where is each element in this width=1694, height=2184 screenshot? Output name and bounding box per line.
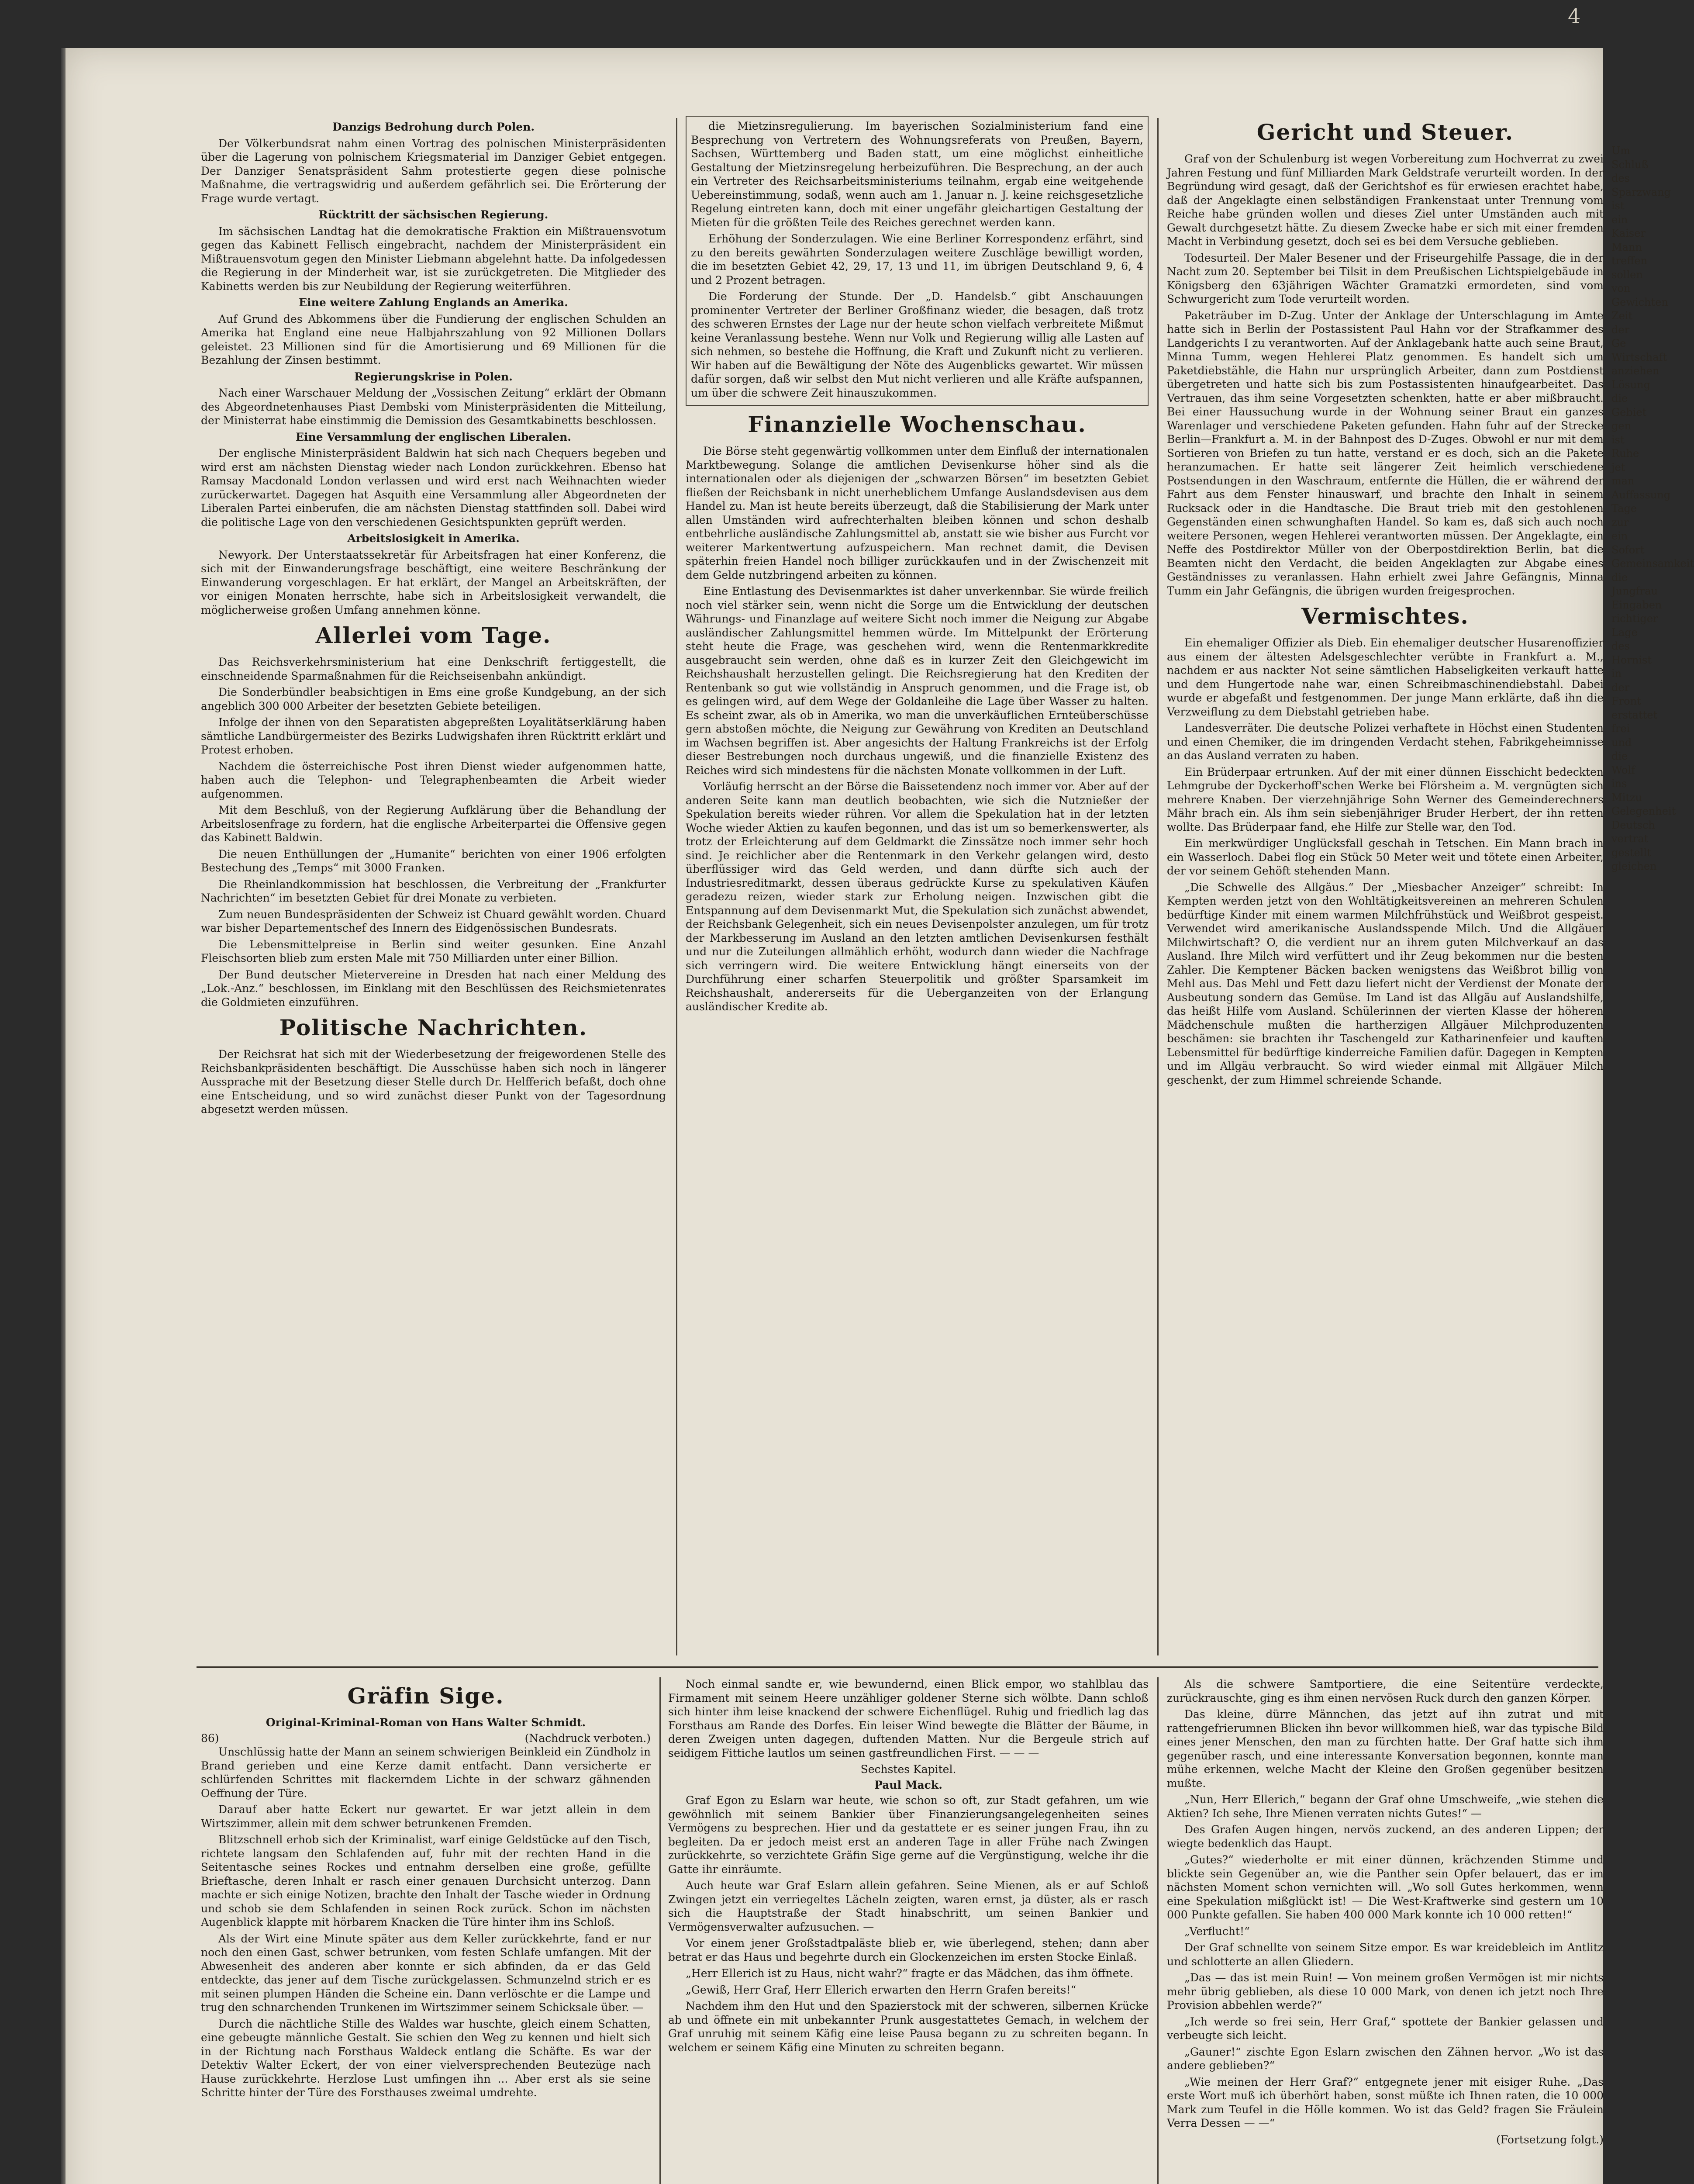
article-text: Das Reichsverkehrsministerium hat eine Denkschrift fertiggestellt, die einschneidende Sparmaßnahmen für die Reichseisenbahn ankündigt. <box>201 656 666 682</box>
section-heading: Politische Nachrichten. <box>279 1015 588 1040</box>
serial-text: „Gewiß, Herr Graf, Herr Ellerich erwarten den Herrn Grafen bereits!“ <box>686 1983 1076 1996</box>
serial-text: „Gutes?“ wiederholte er mit einer dünnen, krächzenden Stimme und blickte sein Gegenüber an, wie die Panther sein Opfer belauert, das er im nächsten Moment schon vernichten will. „Wo soll Gutes herkommen, wenn eine Spekulation mißglückt ist! — Die West-Kraftwerke sind gestern um 10 000 Punkte gefallen. Sie haben 400 000 Mark konnte ich 10 000 retten!“ <box>1167 1853 1604 1921</box>
serial-text: Auch heute war Graf Eslarn allein gefahren. Seine Mienen, als er auf Schloß Zwingen jetzt ein verriegeltes Lächeln zeigten, waren ernst, ja düster, als er rasch sich die Hauptstraße der Stadt hinabschritt, um seinen Bankier und Vermögensverwalter aufzusuchen. — <box>668 1879 1149 1933</box>
article-text: Infolge der ihnen von den Separatisten abgepreßten Loyalitätserklärung haben sämtliche Landbürgermeister des Bezirks Ludwigshafen ihren Rücktritt erklärt und Protest erhoben. <box>201 716 666 756</box>
column-rule-2 <box>1157 118 1159 1655</box>
serial-text: „Ich werde so frei sein, Herr Graf,“ spottete der Bankier gelassen und verbeugte sich leicht. <box>1167 2015 1604 2042</box>
serial-subtitle: Original-Kriminal-Roman von Hans Walter Schmidt. <box>266 1716 586 1729</box>
article-text: Eine Entlastung des Devisenmarktes ist daher unverkennbar. Sie würde freilich noch viel stärker sein, wenn nicht die Sorge um die Entwicklung der deutschen Währungs- und Finanzlage auf weitere Sicht noch immer die Neigung zur Abgabe ausländischer Zahlungsmittel hemmen würde. Im Mittelpunkt der Erörterung steht heute die Frage, was geschehen wird, wenn die Rentenmarkkredite ausgebraucht sein werden, ohne daß es in kurzer Zeit den Gleichgewicht im Reichshaushalt herzustellen gelingt. Die Reichsregierung hat den Krediten der Rentenbank so gut wie vollständig in Anspruch genommen, und die Frage ist, ob es gelingen wird, auf dem Wege der Goldanleihe die Lage über Wasser zu halten. Es scheint zwar, als ob in Amerika, wo man die unverkäuflichen Ernteüberschüsse gern abstoßen möchte, die Neigung zur Gewährung von Krediten an Deutschland im Wachsen begriffen ist. Aber angesichts der Haltung Frankreichs ist der Erfolg dieser Bestrebungen noch durchaus ungewiß, und die finanzielle Existenz des Reiches wird sich mindestens für die nächsten Monate vollkommen in der Luft. <box>686 585 1149 777</box>
article-text: Ein Brüderpaar ertrunken. Auf der mit einer dünnen Eisschicht bedeckten Lehmgrube der Dyckerhoff'schen Werke bei Flörsheim a. M. vergnügten sich mehrere Knaben. Der vierzehnjährige Sohn Werner des Gemeinderechners Mähr brach ein. Als ihm sein siebenjähriger Bruder Herbert, der ihn retten wollte. Das Brüderpaar fand, ehe Hilfe zur Stelle war, den Tod. <box>1167 765 1604 833</box>
article-text: Newyork. Der Unterstaatssekretär für Arbeitsfragen hat einer Konferenz, die sich mit der Einwanderungsfrage beschäftigt, eine weitere Beschränkung der Einwanderung vorgeschlagen. Er hat erklärt, der Mangel an Arbeitskräften, der vor einigen Monaten herrschte, habe sich in Arbeitslosigkeit verwandelt, die möglicherweise großen Umfang annehmen könne. <box>201 548 666 616</box>
serial-text: Durch die nächtliche Stille des Waldes war huschte, gleich einem Schatten, eine gebeugte männliche Gestalt. Sie schien den Weg zu kennen und hielt sich in der Richtung nach Forsthaus Waldeck entlang die Schäfte. Es war der Detektiv Walter Eckert, der von einer vielversprechenden Beutezüge nach Hause zurückkehrte. Herzlose Lust umfingen ihn ... Aber erst als sie seine Schritte hinter der Türe des Forsthauses zweimal umdrehte. <box>201 2017 651 2099</box>
article-text: Die Forderung der Stunde. Der „D. Handelsb.“ gibt Anschauungen prominenter Vertreter der Berliner Großfinanz wieder, die besagen, daß trotz des schweren Ernstes der Lage nur der heute schon vielfach verbreitete Mißmut keine Veranlassung bestehe. Wenn nur Volk und Regierung willig alle Lasten auf sich nehmen, so bestehe die Hoffnung, die Kraft und Zukunft nicht zu verlieren. Wir haben auf die Bewältigung der Nöte des Augenblicks gewartet. Wir müssen dafür sorgen, daß wir selbst den Mut nicht verlieren und alle Kräfte aufspannen, um über die schwere Zeit hinauszukommen. <box>691 290 1143 399</box>
article-text: Ein merkwürdiger Unglücksfall geschah in Tetschen. Ein Mann brach in ein Wasserloch. Dabei flog ein Stück 50 Meter weit und tötete einen Arbeiter, der vor seinem Gehöft stehenden Mann. <box>1167 837 1604 877</box>
serial-text: „Gauner!“ zischte Egon Eslarn zwischen den Zähnen hervor. „Wo ist das andere geblieben?“ <box>1167 2045 1604 2072</box>
serial-number: 86) <box>201 1731 219 1745</box>
headline: Eine Versammlung der englischen Liberalen. <box>296 430 571 443</box>
article-text: „Die Schwelle des Allgäus.“ Der „Miesbacher Anzeiger“ schreibt: In Kempten werden jetzt von den Wohltätigkeitsvereinen an mehreren Schulen bedürftige Kinder mit einem warmen Milchfrühstück und Weißbrot gespeist. Verwendet wird amerikanische Auslandsspende Milch. Und die Allgäuer Milchwirtschaft? O, die verdient nur an ihrem guten Milchverkauf an das Ausland. Ihre Milch wird verfüttert und ihr Zeug bekommen nur die besten Zahler. Die Kemptener Bäcken backen wenigstens das Weißbrot billig von Mehl aus. Das Mehl und Fett dazu liefert nicht der Verdienst der Monate der Ausbeutung sondern das Gemüse. Im Land ist das Allgäu auf Auslandshilfe, das heißt Hilfe vom Ausland. Schülerinnen der vierten Klasse der höheren Mädchenschule mußten die hartherzigen Allgäuer Milchproduzenten beschämen: sie brachten ihr Taschengeld zur Katharinenfeier und kauften Lebensmittel für bedürftige kinderreiche Familien dafür. Dagegen in Kempten und im Allgäu verbraucht. So wird wieder einmal mit Allgäuer Milch geschenkt, der zum Himmel schreiende Schande. <box>1167 881 1604 1086</box>
article-text: die Mietzinsregulierung. Im bayerischen Sozialministerium fand eine Besprechung von Vertretern des Wohnungsreferats von Preußen, Bayern, Sachsen, Württemberg und Baden statt, um eine möglichst einheitliche Gestaltung der Mietzinsregelung herbeizuführen. Die Besprechung, an der auch ein Vertreter des Reichsarbeitsministeriums teilnahm, ergab eine weitgehende Uebereinstimmung, sodaß, wenn auch am 1. Januar n. J. keine reichsgesetzliche Regelung eintreten kann, doch mit einer ungefähr gleichartigen Gestaltung der Mieten für die größten Teile des Reiches gerechnet werden kann. <box>691 120 1143 229</box>
article-text: Paketräuber im D-Zug. Unter der Anklage der Unterschlagung im Amte hatte sich in Berlin der Postassistent Paul Hahn vor der Strafkammer des Landgerichts I zu verantworten. Auf der Anklagebank hatte auch seine Braut, Minna Tumm, wegen Hehlerei Platz genommen. Es handelt sich um Paketdiebstähle, die Hahn nur ursprünglich Arbeiter, dann zum Postdienst übergetreten und hatte sich bis zum Postassistenten hinaufgearbeitet. Das Vertrauen, das ihm seine Vorgesetzten schenkten, hatte er aber mißbraucht. Bei einer Haussuchung wurde in der Wohnung seiner Braut ein ganzes Warenlager und verschiedene Paketen gefunden. Hahn fuhr auf der Strecke Berlin—Frankfurt a. M. in der Bahnpost des D-Zuges. Obwohl er nur mit dem Sortieren von Briefen zu tun hatte, verstand er es doch, sich an die Pakete heranzumachen. Er hatte seit längerer Zeit heimlich verschiedene Postsendungen in den Waschraum, entfernte die Hüllen, die er während der Fahrt aus dem Fenster hinauswarf, und brachte den Inhalt in seinem Rucksack oder in die Handtasche. Die Braut trieb mit den gestohlenen Gegenständen einen schwunghaften Handel. So kam es, daß sich auch noch weitere Personen, wegen Hehlerei verantworten müssen. Der Angeklagte, ein Neffe des Postdirektor Müller von der Oberpostdirektion Berlin, bat die Beamten nicht den Verdacht, die beiden Angeklagten zur Abgabe eines Geständnisses zu veranlassen. Hahn erhielt zwei Jahre Gefängnis, Minna Tumm ein Jahr Gefängnis, die übrigen wurden freigesprochen. <box>1167 309 1604 597</box>
article-text: Der Völkerbundsrat nahm einen Vortrag des polnischen Ministerpräsidenten über die Lagerung von polnischem Kriegsmaterial im Danziger Gebiet entgegen. Der Danziger Senatspräsident Sahm protestierte gegen diese polnische Maßnahme, die vertragswidrig und außerdem gefährlich sei. Die Erörterung der Frage wurde vertagt. <box>201 137 666 205</box>
serial-text: „Verflucht!“ <box>1184 1925 1250 1938</box>
serial-column-3 <box>1167 1677 1604 2184</box>
page-number: 4 <box>1568 4 1581 28</box>
column-1 <box>201 120 666 1658</box>
article-text: Die Rheinlandkommission hat beschlossen, die Verbreitung der „Frankfurter Nachrichten“ im besetzten Gebiet für drei Monate zu verbieten. <box>201 878 666 904</box>
headline: Arbeitslosigkeit in Amerika. <box>347 532 520 545</box>
column-2 <box>686 116 1149 1658</box>
serial-text: „Herr Ellerich ist zu Haus, nicht wahr?“ fragte er das Mädchen, das ihm öffnete. <box>686 1967 1134 1980</box>
adjacent-page-fragment: Um Schluß des Sparzwang ist ein Kaiser Mann treffen sollen von Gewichten Zeit der Ge Wirtschaft anziehen Lösung die Gebiet gen ist Ruhe jet man Auffassung Tage zur ein Sofort Gemeinsamkeit die Jungfrau Eingaben richtiger Lage des Hornist in der Front erstattet frei und die Wolf ins Mitzu Gelegenheit Deutsch vertrat gestellt gleichen <box>1611 145 1694 872</box>
article-text: Nachdem die österreichische Post ihren Dienst wieder aufgenommen hatte, haben auch die Telephon- und Telegraphenbeamten die Arbeit wieder aufgenommen. <box>201 760 666 800</box>
serial-text: Nachdem ihm den Hut und den Spazierstock mit der schweren, silbernen Krücke ab und öffnete ein mit unbekannter Prunk ausgestattetes Gemach, in welchem der Graf unruhig mit seinem Käfig eine leise Pausa begann zu zu schreiten begann. In welchem er seinem Käfig eine Minuten zu schreiten begann. <box>668 2000 1149 2054</box>
serial-text: Der Graf schnellte von seinem Sitze empor. Es war kreidebleich im Antlitz und schlotterte an allen Gliedern. <box>1167 1941 1604 1968</box>
serial-column-2 <box>668 1677 1149 2184</box>
section-heading: Allerlei vom Tage. <box>315 622 552 648</box>
serial-text: Als die schwere Samtportiere, die eine Seitentüre verdeckte, zurückrauschte, ging es ihm einen nervösen Ruck durch den ganzen Körper. <box>1167 1678 1604 1704</box>
column-3 <box>1167 114 1604 1658</box>
serial-text: Des Grafen Augen hingen, nervös zuckend, an des anderen Lippen; der wiegte bedenklich das Haupt. <box>1167 1823 1604 1850</box>
column-rule-3 <box>659 1677 661 2184</box>
section-heading: Finanzielle Wochenschau. <box>748 411 1087 437</box>
article-text: Erhöhung der Sonderzulagen. Wie eine Berliner Korrespondenz erfährt, sind zu den bereits gewährten Sonderzulagen weitere Zuschläge bewilligt worden, die im besetzten Gebiet 42, 29, 17, 13 und 11, im übrigen Deutschland 9, 6, 4 und 2 Prozent betragen. <box>691 232 1143 287</box>
article-text: Nach einer Warschauer Meldung der „Vossischen Zeitung“ erklärt der Obmann des Abgeordnetenhauses Piast Dembski vom Ministerpräsidenten die Mitteilung, der Ministerrat habe einstimmig die Demission des Gesamtkabinetts beschlossen. <box>201 387 666 427</box>
headline: Rücktritt der sächsischen Regierung. <box>318 208 549 221</box>
headline: Danzigs Bedrohung durch Polen. <box>332 121 535 133</box>
serial-text: Graf Egon zu Eslarn war heute, wie schon so oft, zur Stadt gefahren, um wie gewöhnlich mit seinem Bankier über Finanzierungsangelegenheiten seines Vermögens zu besprechen. Hier und da gestattete er es seiner jungen Frau, ihn zu begleiten. Da er jedoch meist erst an anderen Tage in aller Frühe nach Zwingen zurückkehrte, so verzichtete Gräfin Sige gerne auf die Vergünstigung, welche ihr die Gatte ihr einräumte. <box>668 1794 1149 1876</box>
article-text: Graf von der Schulenburg ist wegen Vorbereitung zum Hochverrat zu zwei Jahren Festung und fünf Milliarden Mark Geldstrafe verurteilt worden. In der Begründung wird gesagt, daß der Gerichtshof es für erwiesen erachtet habe, daß der Angeklagte einen selbständigen Frankenstaat unter Trennung vom Reiche habe gründen wollen und dieses Ziel unter Umständen auch mit Gewalt durchgesetzt hätte. Zu diesem Zwecke habe er sich mit einer fremden Macht in Verbindung gesetzt, doch sei es bei dem Versuche geblieben. <box>1167 152 1604 248</box>
serial-text: Darauf aber hatte Eckert nur gewartet. Er war jetzt allein in dem Wirtszimmer, allein mit dem schwer betrunkenen Fremden. <box>201 1803 651 1830</box>
serial-title: Gräfin Sige. <box>347 1683 504 1709</box>
article-text: Die neuen Enthüllungen der „Humanite“ berichten von einer 1906 erfolgten Bestechung des „Temps“ mit 3000 Franken. <box>201 847 666 874</box>
article-text: Auf Grund des Abkommens über die Fundierung der englischen Schulden an Amerika hat England eine neue Halbjahrszahlung von 92 Millionen Dollars geleistet. 23 Millionen sind für die Amortisierung und 69 Millionen für die Bezahlung der Zinsen bestimmt. <box>201 312 666 366</box>
headline: Regierungskrise in Polen. <box>354 370 513 383</box>
serial-text: Blitzschnell erhob sich der Kriminalist, warf einige Geldstücke auf den Tisch, richtete langsam den Schlafenden auf, fuhr mit der rechten Hand in die Seitentasche seines Rockes und entnahm derselben eine große, gefüllte Brieftasche, deren Inhalt er rasch einer genauen Durchsicht unterzog. Dann machte er sich einige Notizen, brachte den Inhalt der Tasche wieder in Ordnung und schob sie dem Schlafenden in seinen Rock zurück. Schon im nächsten Augenblick klappte mit hörbarem Knacken die Türe hinter ihm ins Schloß. <box>201 1833 651 1928</box>
article-text: Die Börse steht gegenwärtig vollkommen unter dem Einfluß der internationalen Marktbewegung. Solange die amtlichen Devisenkurse höher sind als die internationalen oder als diejenigen der „schwarzen Börsen“ im besetzten Gebiet fließen der Reichsbank in nicht unerheblichem Umfange Auslandsdevisen aus dem Handel zu. Man ist heute bereits überzeugt, daß die Stabilisierung der Mark unter allen Umständen wird aufrechterhalten bleiben können und schon deshalb entbehrliche ausländische Zahlungsmittel ab, anstatt sie wie bisher aus Furcht vor weiterer Markentwertung aufzuspeichern. Man rechnet damit, die Devisen späterhin freien Handel noch billiger zurückkaufen und in der Zwischenzeit mit dem Gelde nutzbringend arbeiten zu können. <box>686 445 1149 581</box>
serial-text: Das kleine, dürre Männchen, das jetzt auf ihn zutrat und mit rattengefrierumnen Blicken ihn bevor willkommen hieß, war das typische Bild eines jener Menschen, den man zu fürchten hatte. Der Graf hatte sich ihm gegenüber rasch, und eine interessante Konversation begonnen, konnte man mühe erkennen, welche Macht der Kleine den Großen gegenüber besitzen mußte. <box>1167 1708 1604 1790</box>
article-text: Todesurteil. Der Maler Besener und der Friseurgehilfe Passage, die in der Nacht zum 20. September bei Tilsit in dem Preußischen Lichtspielgebäude in Königsberg den 63jährigen Wächter Gramatzki ermordeten, sind vom Schwurgericht zum Tode verurteilt worden. <box>1167 251 1604 305</box>
article-text: Die Lebensmittelpreise in Berlin sind weiter gesunken. Eine Anzahl Fleischsorten blieb zum ersten Male mit 750 Milliarden unter einer Billion. <box>201 938 666 964</box>
serial-text: „Das — das ist mein Ruin! — Von meinem großen Vermögen ist mir nichts mehr übrig geblieben, als diese 10 000 Mark, von denen ich jetzt noch Ihre Provision abbehlen werde?“ <box>1167 1971 1604 2011</box>
serial-text: Vor einem jener Großstadtpaläste blieb er, wie überlegend, stehen; dann aber betrat er das Haus und begehrte durch ein Glockenzeichen im ersten Stocke Einlaß. <box>668 1937 1149 1963</box>
serial-text: „Wie meinen der Herr Graf?“ entgegnete jener mit eisiger Ruhe. „Das erste Wort muß ich überhört haben, sonst müßte ich Ihnen raten, die 10 000 Mark zum Teufel in die Hölle kommen. Wo ist das Geld? fragen Sie Fräulein Verra Dessen — —“ <box>1167 2075 1604 2129</box>
article-text: Der englische Ministerpräsident Baldwin hat sich nach Chequers begeben und wird erst am nächsten Dienstag wieder nach London zurückkehren. Ebenso hat Ramsay Macdonald London verlassen und wird erst nach Weihnachten wieder zurückerwartet. Dagegen hat Asquith eine Versammlung aller Abgeordneten der Liberalen Partei einberufen, die am nächsten Dienstag stattfinden soll. Dabei wird die politische Lage von den verschiedenen Gesichtspunkten geprüft werden. <box>201 447 666 529</box>
serial-text: „Nun, Herr Ellerich,“ begann der Graf ohne Umschweife, „wie stehen die Aktien? Ich sehe, Ihre Mienen verraten nichts Gutes!“ — <box>1167 1793 1604 1820</box>
article-text: Im sächsischen Landtag hat die demokratische Fraktion ein Mißtrauensvotum gegen das Kabinett Fellisch eingebracht, nachdem der Ministerpräsident ein Mißtrauensvotum gegen den Minister Liebmann abgelehnt hatte. Da infolgedessen die Regierung in der Minderheit war, ist sie zurückgetreten. Die Mitglieder des Kabinetts werden bis zur Neubildung der Regierung weiterführen. <box>201 225 666 293</box>
headline: Eine weitere Zahlung Englands an Amerika. <box>299 296 568 309</box>
column-rule-1 <box>676 118 677 1655</box>
section-heading: Vermischtes. <box>1301 603 1469 629</box>
serial-text: Noch einmal sandte er, wie bewundernd, einen Blick empor, wo stahlblau das Firmament mit seinem Heere unzähliger goldener Sterne sich wölbte. Dann schloß sich hinter ihm leise knackend der schwere Eichenflügel. Ruhig und friedlich lag das Forsthaus am Rande des Dorfes. Ein leiser Wind bewegte die Blätter der Bäume, in deren Zweigen unten dagegen, duftenden Matten. Nur die Bergeule strich auf seidigem Fittiche lautlos um seinen gastfreundlichen First. — — — <box>668 1678 1149 1759</box>
article-text: Landesverräter. Die deutsche Polizei verhaftete in Höchst einen Studenten und einen Chemiker, die im dringenden Verdacht stehen, Fabrikgeheimnisse an das Ausland verraten zu haben. <box>1167 722 1604 762</box>
chapter-title: Paul Mack. <box>874 1778 942 1791</box>
serial-meta <box>201 1731 651 1745</box>
column-rule-4 <box>1157 1677 1159 2184</box>
section-heading: Gericht und Steuer. <box>1256 119 1514 145</box>
serial-column-1 <box>201 1677 651 2184</box>
feuilleton-rule <box>197 1666 1598 1668</box>
article-text: Ein ehemaliger Offizier als Dieb. Ein ehemaliger deutscher Husarenoffizier aus einem der ältesten Adelsgeschlechter verübte in Frankfurt a. M., nachdem er aus nackter Not seine sämtlichen Habseligkeiten verkauft hatte und dem Hungertode nahe war, einen Schreibmaschinendiebstahl. Dabei wurde er abgefaßt und festgenommen. Der junge Mann erklärte, daß ihn die Verzweiflung zu dem Diebstahl getrieben habe. <box>1167 636 1604 718</box>
article-text: Mit dem Beschluß, von der Regierung Aufklärung über die Behandlung der Arbeitslosenfrage zu fordern, hat die englische Arbeiterpartei die Offensive gegen das Kabinett Baldwin. <box>201 804 666 844</box>
serial-text: Als der Wirt eine Minute später aus dem Keller zurückkehrte, fand er nur noch den einen Gast, schwer betrunken, vom festen Schlafe umfangen. Mit der Abwesenheit des anderen aber konnte er sich abfinden, da er das Geld entdeckte, das jener auf dem Tische zurückgelassen. Schmunzelnd strich er es mit seinen plumpen Händen die Scheine ein. Dann verlöschte er die Lampe und trug den schnarchenden Trunkenen im Wirtszimmer seinem Schicksale über. — <box>201 1932 651 2014</box>
boxed-notices <box>686 116 1149 406</box>
serial-text: Unschlüssig hatte der Mann an seinem schwierigen Beinkleid ein Zündholz in Brand gerieben und eine Kerze damit entfacht. Dann versicherte er schlürfenden Schrittes mit flackerndem Lichte in der schwarz gähnenden Oeffnung der Türe. <box>201 1745 651 1800</box>
article-text: Die Sonderbündler beabsichtigen in Ems eine große Kundgebung, an der sich angeblich 300 000 Arbeiter der besetzten Gebiete beteiligen. <box>201 686 666 712</box>
article-text: Zum neuen Bundespräsidenten der Schweiz ist Chuard gewählt worden. Chuard war bisher Departementschef des Innern des Eidgenössischen Bundesrats. <box>201 908 666 934</box>
article-text: Der Reichsrat hat sich mit der Wiederbesetzung der freigewordenen Stelle des Reichsbankpräsidenten beschäftigt. Die Ausschüsse haben sich noch in längerer Aussprache mit der Besetzung dieser Stelle durch Dr. Helfferich befaßt, doch ohne eine Entscheidung, und so wird zunächst dieser Punkt von der Tagesordnung abgesetzt werden müssen. <box>201 1048 666 1116</box>
article-text: Der Bund deutscher Mietervereine in Dresden hat nach einer Meldung des „Lok.-Anz.“ beschlossen, im Einklang mit den Beschlüssen des Reichsmietenrates die Goldmieten einzuführen. <box>201 968 666 1009</box>
article-text: Vorläufig herrscht an der Börse die Baissetendenz noch immer vor. Aber auf der anderen Seite kann man deutlich beobachten, wie sich die Nutznießer der Spekulation bereits wieder rühren. Vor allem die Spekulation hat in der letzten Woche wieder Aktien zu kaufen begonnen, und das ist um so bemerkenswerter, als trotz der Erleichterung auf dem Geldmarkt die Zinssätze noch immer sehr hoch sind. Je reichlicher aber die Rentenmark in den Verkehr gelangen wird, desto überflüssiger wird das Geld werden, und dann dürfte sich auch der Industriesreditmarkt, dessen überaus gedrückte Kurse zu spekulativen Käufen geradezu reizen, wieder stark zur Erholung neigen. Inzwischen gibt die Entspannung auf dem Devisenmarkt Mut, die Spekulation sich zunächst abwendet, der Reichsbank Gelegenheit, sich ein neues Devisenpolster anzulegen, um für trotz der Markbesserung im Ausland an den letzten amtlichen Devisenkursen festhält und nur die Zuteilungen allmählich erhöht, wodurch dann wieder die Nachfrage sich verringern wird. Die weitere Entwicklung hängt einerseits von der Durchführung einer scharfen Steuerpolitik und größter Sparsamkeit im Reichshaushalt, andererseits für die Ueberganzeiten von der Erlangung ausländischer Kredite ab. <box>686 780 1149 1013</box>
continuation-note: (Fortsetzung folgt.) <box>1496 2133 1604 2146</box>
chapter-heading: Sechstes Kapitel. <box>860 1763 956 1776</box>
reprint-notice: (Nachdruck verboten.) <box>524 1731 651 1745</box>
